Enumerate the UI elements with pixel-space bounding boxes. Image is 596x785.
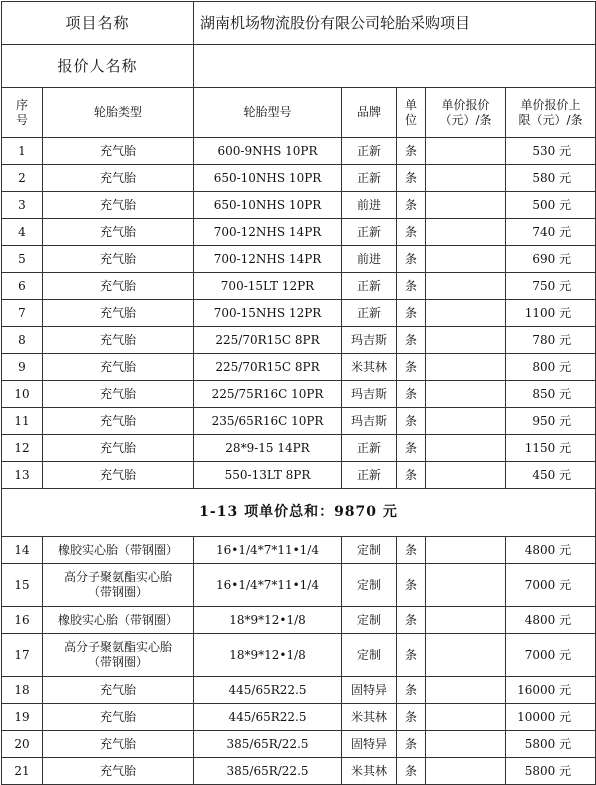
row-number: 8 <box>2 327 43 354</box>
row-bid-price-field[interactable] <box>426 192 506 219</box>
row-bid-price-field[interactable] <box>426 677 506 704</box>
row-tire-type: 充气胎 <box>43 704 194 731</box>
table-row <box>2 381 596 408</box>
row-unit: 条 <box>397 354 426 381</box>
row-brand: 定制 <box>342 537 397 564</box>
row-max-price: 16000 元 <box>506 677 596 704</box>
row-unit: 条 <box>397 192 426 219</box>
row-tire-type: 充气胎 <box>43 354 194 381</box>
row-bid-price-field[interactable] <box>426 435 506 462</box>
row-bid-price-field[interactable] <box>426 354 506 381</box>
row-number: 1 <box>2 138 43 165</box>
row-unit: 条 <box>397 408 426 435</box>
row-tire-model: 385/65R/22.5 <box>194 731 342 758</box>
row-tire-model: 18*9*12•1/8 <box>194 634 342 677</box>
table-row <box>2 138 596 165</box>
col-unit-header: 单 位 <box>397 88 426 138</box>
row-brand: 米其林 <box>342 704 397 731</box>
row-bid-price-field[interactable] <box>426 246 506 273</box>
table-row <box>2 273 596 300</box>
row-tire-model: 445/65R22.5 <box>194 704 342 731</box>
row-brand: 正新 <box>342 435 397 462</box>
row-tire-type: 充气胎 <box>43 219 194 246</box>
table-row <box>2 192 596 219</box>
row-unit: 条 <box>397 564 426 607</box>
row-bid-price-field[interactable] <box>426 537 506 564</box>
row-bid-price-field[interactable] <box>426 165 506 192</box>
row-unit: 条 <box>397 273 426 300</box>
table-row <box>2 634 596 677</box>
table-row <box>2 677 596 704</box>
row-brand: 正新 <box>342 300 397 327</box>
row-number: 20 <box>2 731 43 758</box>
row-bid-price-field[interactable] <box>426 138 506 165</box>
row-max-price: 7000 元 <box>506 564 596 607</box>
col-type-header: 轮胎类型 <box>43 88 194 138</box>
table-row <box>2 327 596 354</box>
row-unit: 条 <box>397 462 426 489</box>
row-tire-model: 225/70R15C 8PR <box>194 354 342 381</box>
tire-procurement-table <box>1 1 596 785</box>
col-seq-header: 序 号 <box>2 88 43 138</box>
row-tire-type: 高分子聚氨酯实心胎 （带钢圈） <box>43 634 194 677</box>
table-row <box>2 435 596 462</box>
row-unit: 条 <box>397 758 426 785</box>
row-number: 4 <box>2 219 43 246</box>
row-bid-price-field[interactable] <box>426 564 506 607</box>
row-number: 7 <box>2 300 43 327</box>
col-model-header: 轮胎型号 <box>194 88 342 138</box>
row-unit: 条 <box>397 677 426 704</box>
row-max-price: 1100 元 <box>506 300 596 327</box>
row-bid-price-field[interactable] <box>426 634 506 677</box>
row-brand: 定制 <box>342 564 397 607</box>
subtotal-text: 1-13 项单价总和：9870 元 <box>2 489 596 537</box>
row-unit: 条 <box>397 537 426 564</box>
row-bid-price-field[interactable] <box>426 408 506 435</box>
row-tire-type: 充气胎 <box>43 435 194 462</box>
row-number: 18 <box>2 677 43 704</box>
row-number: 10 <box>2 381 43 408</box>
row-number: 13 <box>2 462 43 489</box>
row-bid-price-field[interactable] <box>426 219 506 246</box>
row-tire-type: 充气胎 <box>43 408 194 435</box>
row-tire-model: 225/75R16C 10PR <box>194 381 342 408</box>
row-tire-model: 650-10NHS 10PR <box>194 165 342 192</box>
row-brand: 正新 <box>342 138 397 165</box>
row-tire-type: 充气胎 <box>43 138 194 165</box>
row-unit: 条 <box>397 435 426 462</box>
row-brand: 正新 <box>342 462 397 489</box>
row-tire-model: 445/65R22.5 <box>194 677 342 704</box>
row-bid-price-field[interactable] <box>426 381 506 408</box>
row-brand: 前进 <box>342 246 397 273</box>
subtotal-row <box>2 489 596 537</box>
row-brand: 玛吉斯 <box>342 381 397 408</box>
col-max-price-header: 单价报价上 限（元）/条 <box>506 88 596 138</box>
row-number: 21 <box>2 758 43 785</box>
row-number: 12 <box>2 435 43 462</box>
row-brand: 固特异 <box>342 677 397 704</box>
row-tire-type: 充气胎 <box>43 327 194 354</box>
row-max-price: 530 元 <box>506 138 596 165</box>
row-bid-price-field[interactable] <box>426 731 506 758</box>
row-max-price: 850 元 <box>506 381 596 408</box>
row-tire-type: 高分子聚氨酯实心胎 （带钢圈） <box>43 564 194 607</box>
table-row <box>2 731 596 758</box>
row-number: 16 <box>2 607 43 634</box>
row-tire-model: 28*9-15 14PR <box>194 435 342 462</box>
table-row <box>2 462 596 489</box>
row-tire-type: 充气胎 <box>43 731 194 758</box>
row-max-price: 780 元 <box>506 327 596 354</box>
col-bid-price-header: 单价报价 （元）/条 <box>426 88 506 138</box>
row-unit: 条 <box>397 381 426 408</box>
row-number: 14 <box>2 537 43 564</box>
row-bid-price-field[interactable] <box>426 704 506 731</box>
row-unit: 条 <box>397 607 426 634</box>
row-brand: 定制 <box>342 634 397 677</box>
col-brand-header: 品牌 <box>342 88 397 138</box>
table-row <box>2 704 596 731</box>
row-tire-model: 650-10NHS 10PR <box>194 192 342 219</box>
row-unit: 条 <box>397 704 426 731</box>
row-tire-model: 700-15NHS 12PR <box>194 300 342 327</box>
table-row <box>2 408 596 435</box>
row-max-price: 1150 元 <box>506 435 596 462</box>
row-max-price: 500 元 <box>506 192 596 219</box>
row-unit: 条 <box>397 731 426 758</box>
row-brand: 正新 <box>342 165 397 192</box>
row-tire-type: 充气胎 <box>43 273 194 300</box>
row-bid-price-field[interactable] <box>426 607 506 634</box>
row-tire-type: 橡胶实心胎（带钢圈） <box>43 607 194 634</box>
row-max-price: 5800 元 <box>506 758 596 785</box>
row-number: 5 <box>2 246 43 273</box>
row-max-price: 5800 元 <box>506 731 596 758</box>
row-number: 11 <box>2 408 43 435</box>
column-header-row <box>2 88 596 138</box>
row-max-price: 7000 元 <box>506 634 596 677</box>
row-tire-type: 橡胶实心胎（带钢圈） <box>43 537 194 564</box>
row-max-price: 580 元 <box>506 165 596 192</box>
row-unit: 条 <box>397 327 426 354</box>
row-unit: 条 <box>397 246 426 273</box>
row-tire-model: 385/65R/22.5 <box>194 758 342 785</box>
row-brand: 玛吉斯 <box>342 408 397 435</box>
row-tire-type: 充气胎 <box>43 677 194 704</box>
row-tire-type: 充气胎 <box>43 192 194 219</box>
row-max-price: 740 元 <box>506 219 596 246</box>
table-row <box>2 165 596 192</box>
row-number: 19 <box>2 704 43 731</box>
row-number: 15 <box>2 564 43 607</box>
row-tire-model: 700-15LT 12PR <box>194 273 342 300</box>
row-bid-price-field[interactable] <box>426 327 506 354</box>
row-max-price: 10000 元 <box>506 704 596 731</box>
table-row <box>2 300 596 327</box>
table-row <box>2 219 596 246</box>
row-max-price: 800 元 <box>506 354 596 381</box>
row-bid-price-field[interactable] <box>426 273 506 300</box>
row-number: 6 <box>2 273 43 300</box>
row-max-price: 950 元 <box>506 408 596 435</box>
row-brand: 玛吉斯 <box>342 327 397 354</box>
row-brand: 固特异 <box>342 731 397 758</box>
bidder-name-field[interactable] <box>194 45 596 88</box>
row-brand: 前进 <box>342 192 397 219</box>
row-tire-model: 700-12NHS 14PR <box>194 246 342 273</box>
table-row <box>2 607 596 634</box>
table-row <box>2 246 596 273</box>
row-bid-price-field[interactable] <box>426 300 506 327</box>
row-bid-price-field[interactable] <box>426 758 506 785</box>
row-max-price: 750 元 <box>506 273 596 300</box>
row-unit: 条 <box>397 138 426 165</box>
row-number: 3 <box>2 192 43 219</box>
row-unit: 条 <box>397 165 426 192</box>
row-max-price: 690 元 <box>506 246 596 273</box>
row-tire-model: 700-12NHS 14PR <box>194 219 342 246</box>
row-tire-type: 充气胎 <box>43 300 194 327</box>
row-max-price: 450 元 <box>506 462 596 489</box>
project-name-label: 项目名称 <box>2 2 194 45</box>
row-tire-model: 600-9NHS 10PR <box>194 138 342 165</box>
row-number: 17 <box>2 634 43 677</box>
row-tire-model: 18*9*12•1/8 <box>194 607 342 634</box>
row-number: 9 <box>2 354 43 381</box>
row-brand: 正新 <box>342 219 397 246</box>
row-brand: 定制 <box>342 607 397 634</box>
row-tire-model: 16•1/4*7*11•1/4 <box>194 537 342 564</box>
row-brand: 正新 <box>342 273 397 300</box>
bidder-name-label: 报价人名称 <box>2 45 194 88</box>
table-row <box>2 537 596 564</box>
row-tire-type: 充气胎 <box>43 246 194 273</box>
row-unit: 条 <box>397 300 426 327</box>
row-unit: 条 <box>397 634 426 677</box>
project-name-value: 湖南机场物流股份有限公司轮胎采购项目 <box>194 2 596 45</box>
row-max-price: 4800 元 <box>506 607 596 634</box>
row-max-price: 4800 元 <box>506 537 596 564</box>
row-brand: 米其林 <box>342 354 397 381</box>
table-row <box>2 354 596 381</box>
row-tire-type: 充气胎 <box>43 758 194 785</box>
table-row <box>2 758 596 785</box>
row-tire-model: 550-13LT 8PR <box>194 462 342 489</box>
row-tire-model: 235/65R16C 10PR <box>194 408 342 435</box>
row-tire-model: 225/70R15C 8PR <box>194 327 342 354</box>
row-tire-type: 充气胎 <box>43 165 194 192</box>
row-brand: 米其林 <box>342 758 397 785</box>
row-tire-type: 充气胎 <box>43 381 194 408</box>
row-number: 2 <box>2 165 43 192</box>
row-bid-price-field[interactable] <box>426 462 506 489</box>
row-tire-model: 16•1/4*7*11•1/4 <box>194 564 342 607</box>
row-tire-type: 充气胎 <box>43 462 194 489</box>
table-row <box>2 564 596 607</box>
row-unit: 条 <box>397 219 426 246</box>
